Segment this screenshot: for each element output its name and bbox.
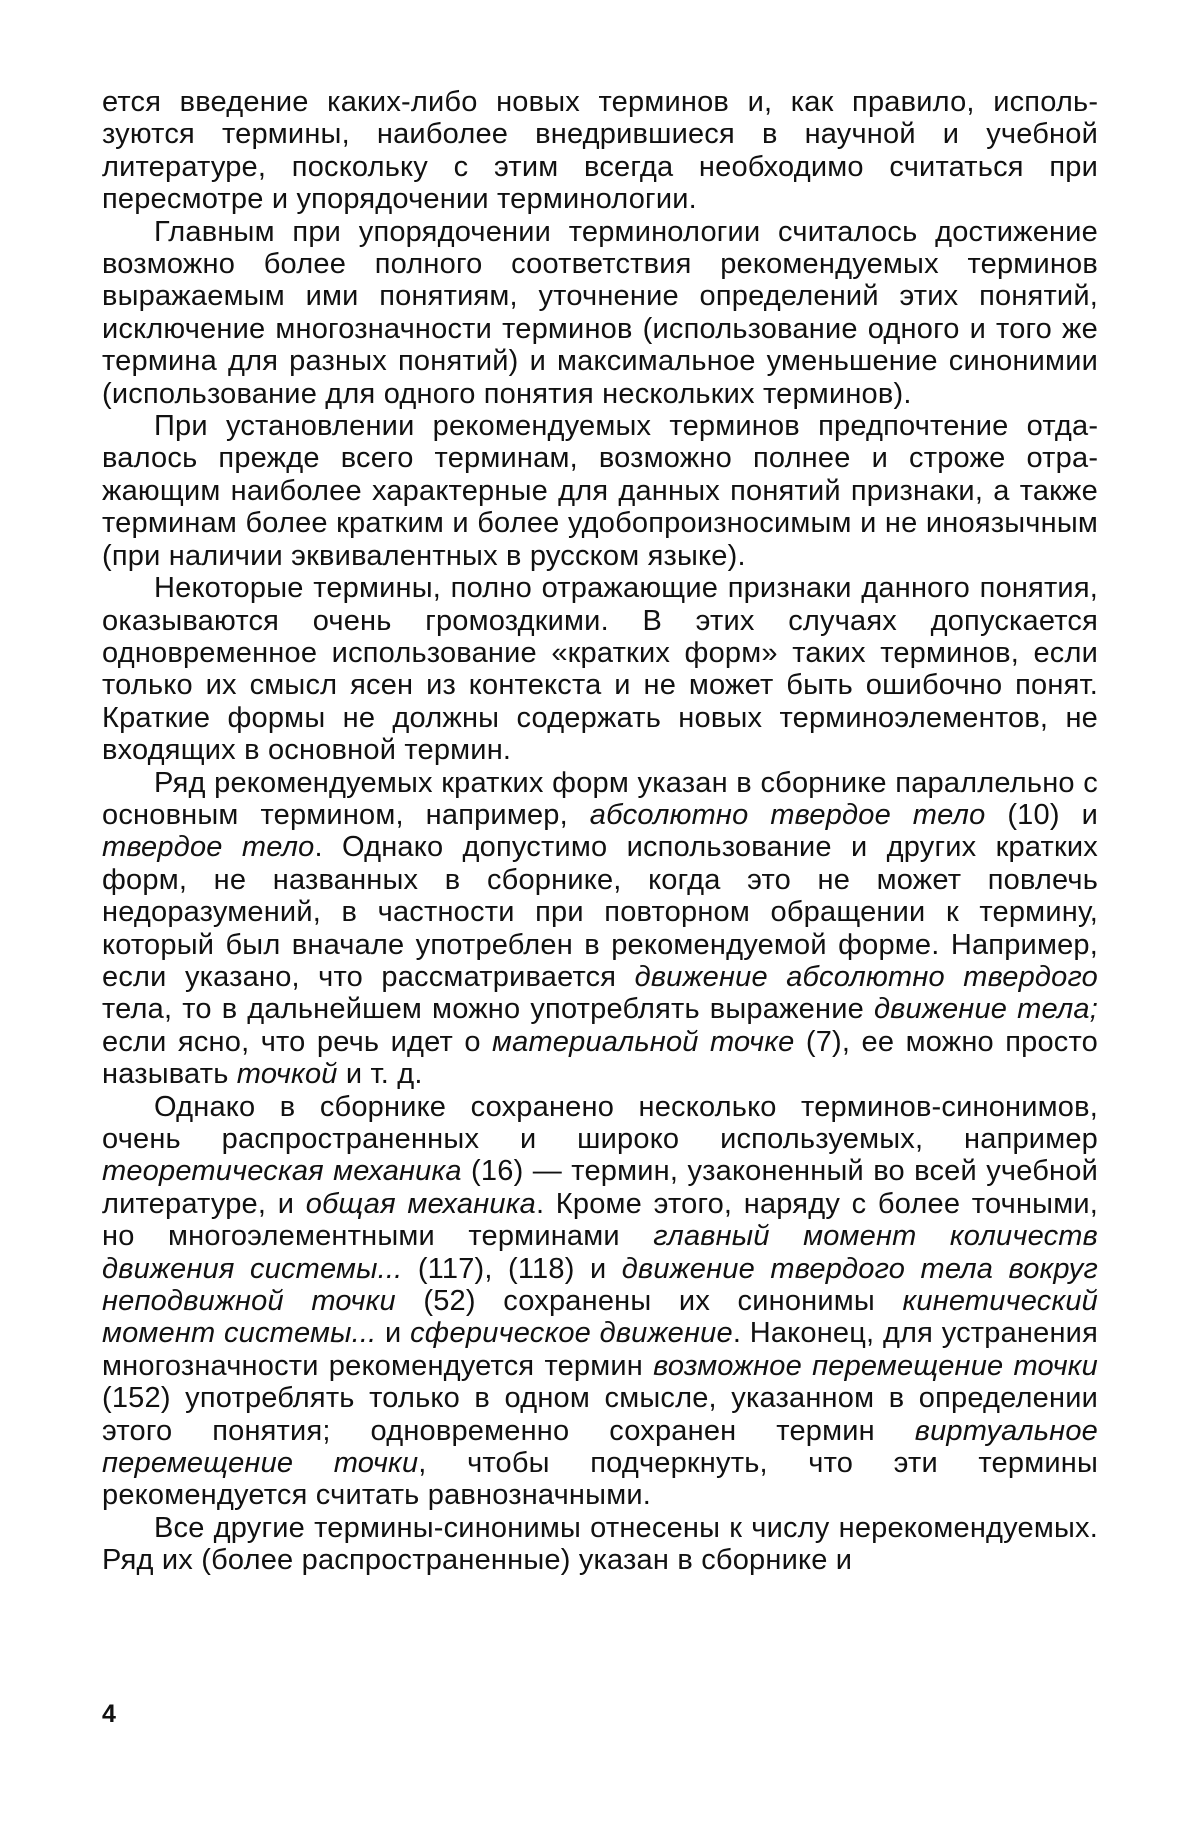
body-text [102,86,1098,1577]
text-run: (52) сохранены их синонимы [396,1285,903,1317]
text-run: Некоторые термины, полно отражающие признаки данного понятия, оказываются очень громоздкими. В этих случаях допу­скается одновременное использование «кратких форм» таких тер­минов, если только их смысл ясен из контекста и не может быть ошибочно понят. Краткие формы не должны содержать новых терминоэлементов, не входящих в основной термин. [102,572,1098,766]
text-run: При установлении рекомендуемых терминов предпочтение отда­валось прежде всего терминам, возможно полнее и строже отра­жающим наиболее характерные для данных понятий признаки, а также терминам более кратким и более удобопроизносимым и не иноязычным (при наличии эквивалентных в русском языке). [102,410,1098,572]
text-run: Главным при упорядочении терминологии считалось достиже­ние возможно более полного соответствия рекомендуемых терми­нов выражаемым ими понятиям, уточнение определений этих поня­тий, исключение многозначности терминов (использование одного и того же термина для разных понятий) и максимальное уменьше­ние синонимии (использование для одного понятия нескольких терминов). [102,216,1098,410]
term-italic: движение твердого тела вокруг неподвижной точки [102,1253,1098,1317]
text-run: (16) — термин, узаконенный во всей учебной литературе, и [102,1155,1098,1219]
text-run: тела, то в дальнейшем можно употреблять выражение [102,993,874,1025]
text-run: Ряд рекомендуемых кратких форм указан в сборнике парал­лельно с основным термином, например, [102,767,1098,831]
paragraph [102,216,1098,410]
term-italic: кинетический момент системы... [102,1285,1098,1349]
page-number: 4 [102,1700,116,1729]
text-run: ется введение каких-либо новых терминов и, как правило, исполь­зуются термины, наиболее внедрившиеся в научной и учебной литературе, поскольку с этим всегда необходимо считаться при пересмотре и упорядочении терминологии. [102,86,1098,215]
term-italic: главный момент количеств движения системы... [102,1220,1098,1284]
text-run: и [376,1317,410,1349]
paragraph [102,1091,1098,1512]
term-italic: виртуальное перемещение точки [102,1415,1098,1479]
paragraph [102,86,1098,216]
paragraph [102,767,1098,1091]
term-italic: материаль­ной точке [492,1026,794,1058]
term-italic: общая механика [306,1188,536,1220]
text-run: . Наконец, для устранения многозначности рекомендуется тер­мин [102,1317,1098,1381]
term-italic: движение тела; [874,993,1098,1025]
text-run: Однако в сборнике сохранено несколько терминов-синонимов, очень распространенных и широко используемых, например [102,1091,1098,1155]
text-run: (7), ее можно просто называть [102,1026,1098,1090]
text-run: . Однако допустимо использование и других кратких форм, не названных в сборнике, когда это не может повлечь недоразумений, в частности при повторном обращении к термину, который был вначале употреблен в рекомендуемой форме. Например, если указано, что рассматривается [102,831,1098,993]
term-italic: теоретическая механика [102,1155,462,1187]
text-run: (10) и [985,799,1098,831]
paragraph [102,572,1098,766]
text-run: , чтобы подчеркнуть, что эти термины рекомендуется считать равнознач­ными. [102,1447,1098,1511]
document-page [102,86,1098,1577]
text-run: (152) употреблять только в одном смысле, указанном в определении этого понятия; одновре­менно сохранен термин [102,1382,1098,1446]
term-italic: движение абсолютно твердого [635,961,1098,993]
paragraph [102,1512,1098,1577]
term-italic: точкой [237,1058,338,1090]
text-run: (117), (118) и [402,1253,621,1285]
text-run: Все другие термины-синонимы отнесены к числу нереко­мен­дуемых. Ряд их (более распространенные) указан в сборнике и [102,1512,1098,1576]
term-italic: твердое тело [102,831,314,863]
text-run: . Кроме этого, наряду с более точными, но многоэлементными терминами [102,1188,1098,1252]
text-run: и т. д. [338,1058,423,1090]
paragraph [102,410,1098,572]
term-italic: возможное перемещение точки [653,1350,1098,1382]
term-italic: сферическое движе­ние [410,1317,733,1349]
term-italic: абсолютно твердое тело [590,799,986,831]
text-run: если ясно, что речь идет о [102,1026,492,1058]
